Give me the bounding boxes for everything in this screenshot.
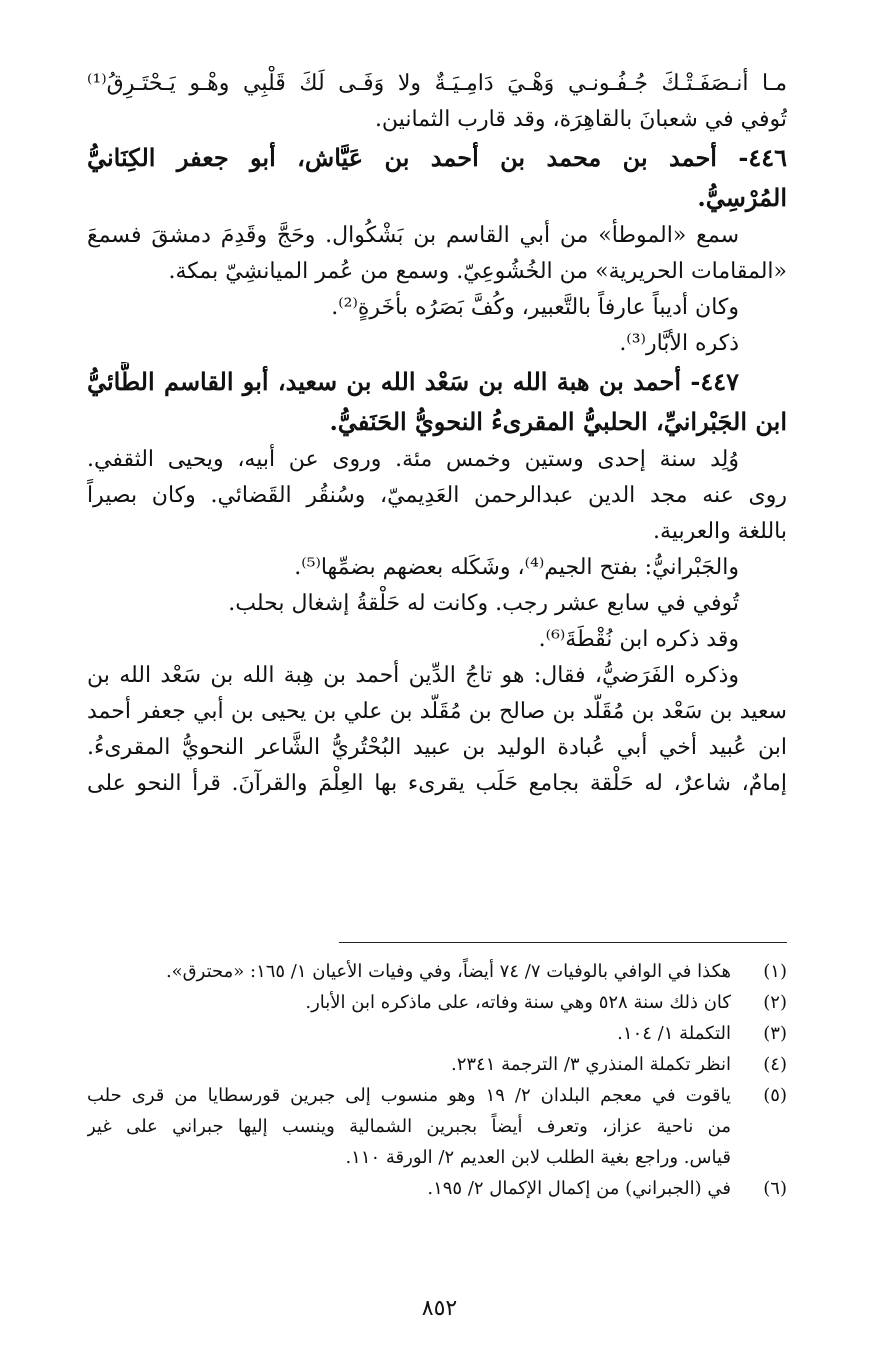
footnote-5-cont	[87, 1111, 787, 1142]
footnote-6	[87, 1173, 787, 1204]
text-line: سمع «الموطأ» من أبي القاسم بن بَشْكُوال. وحَجَّ وقَدِمَ دمشقَ فسمعَ	[87, 223, 739, 248]
text-line: تُوفي في سابع عشر رجب. وكانت له حَلْقةُ إشغال بحلب.	[228, 591, 739, 616]
footnote-text: قياس. وراجع بغية الطلب لابن العديم ٢/ الورقة ١١٠.	[345, 1147, 731, 1168]
footnote-5	[87, 1080, 787, 1111]
footnote-text: ياقوت في معجم البلدان ٢/ ١٩ وهو منسوب إلى جبرين قورسطايا من قرى حلب	[87, 1085, 731, 1106]
footnote-number: (٦)	[763, 1178, 787, 1199]
footnote-text: التكملة ١/ ١٠٤.	[617, 1023, 731, 1044]
text-line: والجَبْرانيُّ: بفتح الجيم⁽⁴⁾، وشَكَله بعضهم بضمِّها⁽⁵⁾.	[294, 555, 739, 580]
text-line: وُلِد سنة إحدى وستين وخمس مئة. وروى عن أبيه، ويحيى الثقفي.	[87, 447, 739, 472]
footnote-1	[87, 956, 787, 987]
footnote-text: في (الجبراني) من إكمال الإكمال ٢/ ١٩٥.	[427, 1178, 731, 1199]
text-line: باللغة والعربية.	[653, 519, 787, 544]
text-line: تُوفي في شعبانَ بالقاهِرَة، وقد قارب الثمانين.	[374, 107, 787, 132]
footnote-number: (١)	[763, 961, 787, 982]
footnote-number: (٢)	[763, 992, 787, 1013]
text-line: وكان أديباً عارفاً بالتَّعبير، وكُفَّ بَصَرُه بأخَرةٍ⁽²⁾.	[331, 295, 739, 320]
footnote-text: هكذا في الوافي بالوفيات ٧/ ٧٤ أيضاً، وفي وفيات الأعيان ١/ ١٦٥: «محترق».	[165, 961, 731, 982]
entry-heading-446-cont: المُرْسِيُّ.	[697, 183, 787, 212]
footnote-5-cont	[87, 1142, 787, 1173]
text-line: ذكره الأبَّار⁽³⁾.	[619, 331, 739, 356]
text-line: سعيد بن سَعْد بن مُقَلَّد بن صالح بن مُقَلَّد بن علي بن يحيى بن أبي جعفر أحمد	[87, 699, 787, 724]
footnote-number: (٤)	[763, 1054, 787, 1075]
text-line: إمامٌ، شاعرٌ، له حَلْقة بجامع حَلَب يقرىء بها العِلْمَ والقرآنَ. قرأ النحو على	[87, 771, 787, 796]
text-line: ابن عُبيد أخي أبي عُبادة الوليد بن عبيد البُحْتُريُّ الشَّاعر النحويُّ المقرىءُ.	[87, 735, 787, 760]
entry-heading-447: ٤٤٧- أحمد بن هبة الله بن سَعْد الله بن سعيد، أبو القاسم الطَّائيُّ	[87, 367, 739, 396]
footnote-3	[87, 1018, 787, 1049]
text-line: وقد ذكره ابن نُقْطَةَ⁽⁶⁾.	[538, 627, 739, 652]
footnotes	[87, 956, 787, 1204]
page-number: ٨٥٢	[421, 1296, 458, 1321]
entry-heading-446: ٤٤٦- أحمد بن محمد بن أحمد بن عَيَّاش، أبو جعفر الكِنَانيُّ	[87, 143, 787, 172]
footnote-text: من ناحية عزاز، وتعرف أيضاً بجبرين الشمالية وينسب إليها جبراني على غير	[87, 1116, 731, 1137]
main-text	[87, 66, 787, 802]
footnote-2	[87, 987, 787, 1018]
text-line: «المقامات الحريرية» من الخُشُوعِيّ. وسمع من عُمر الميانشِيّ بمكة.	[168, 259, 787, 284]
text-line: وذكره الفَرَضيُّ، فقال: هو تاجُ الدِّين أحمد بن هِبة الله بن سَعْد الله بن	[87, 663, 739, 688]
footnote-separator	[339, 942, 787, 943]
verse-line: مـا أنـصَفَـتْـكَ جُـفُـونـي وَهْـيَ دَامِـيَـةٌ ولا وَفَـى لَكَ قَلْبِي وهْـو يَـحْتَـرِقُ⁽¹⁾	[87, 71, 787, 96]
entry-heading-447-cont: ابن الجَبْرانيِّ، الحلبيُّ المقرىءُ النحويُّ الحَنَفيُّ.	[329, 407, 787, 436]
text-line: روى عنه مجد الدين عبدالرحمن العَدِيميّ، وسُنقُر القَضائي. وكان بصيراً	[87, 483, 787, 508]
footnote-number: (٣)	[763, 1023, 787, 1044]
footnote-text: انظر تكملة المنذري ٣/ الترجمة ٢٣٤١.	[450, 1054, 731, 1075]
footnote-number: (٥)	[763, 1085, 787, 1106]
footnote-text: كان ذلك سنة ٥٢٨ وهي سنة وفاته، على ماذكره ابن الأبار.	[305, 992, 731, 1013]
footnote-4	[87, 1049, 787, 1080]
